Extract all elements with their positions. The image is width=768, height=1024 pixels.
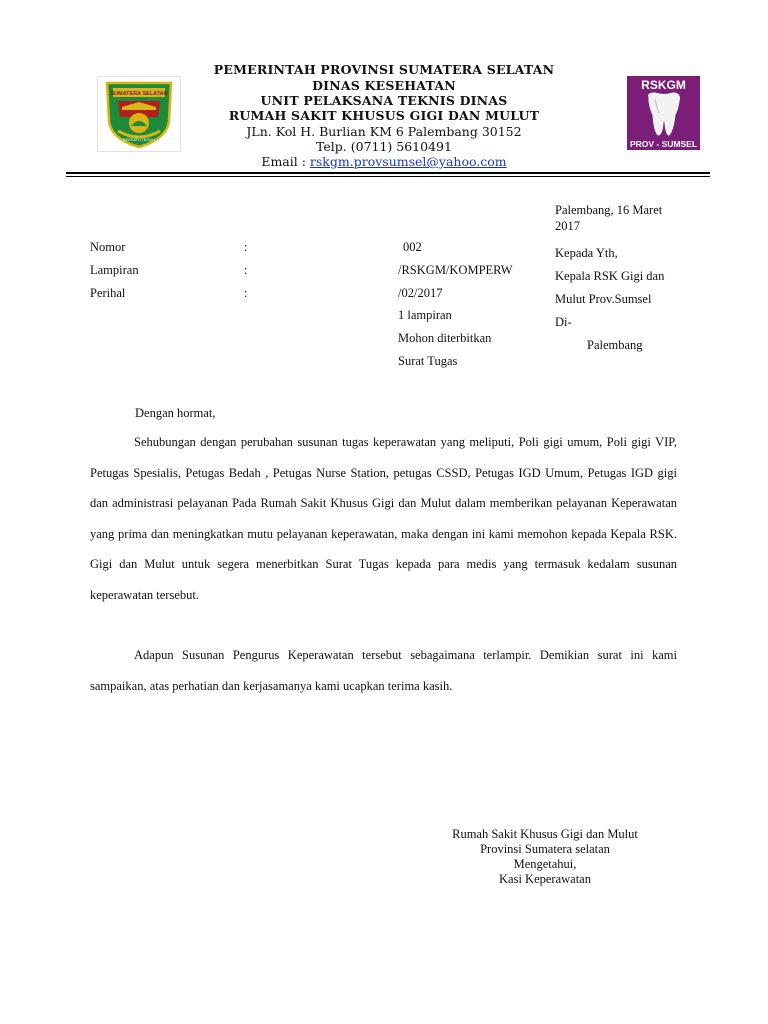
value-nomor: 002 xyxy=(403,240,422,254)
colon-perihal: : xyxy=(244,286,248,300)
body-paragraph-2: Adapun Susunan Pengurus Keperawatan tersebut sebagaimana terlampir. Demikian surat ini kami sampaikan, atas perhatian dan kerjasamanya kami ucapkan terima kasih. xyxy=(90,648,677,693)
date-line-1: Palembang, 16 Maret xyxy=(555,203,663,217)
email-link[interactable]: rskgm.provsumsel@yahoo.com xyxy=(309,154,507,169)
recipient-line-2: Kepala RSK Gigi dan xyxy=(555,269,665,283)
greeting: Dengan hormat, xyxy=(135,406,216,420)
value-lampiran: 1 lampiran xyxy=(398,308,452,322)
tooth-icon xyxy=(643,91,685,137)
signature-line-4: Kasi Keperawatan xyxy=(499,872,591,886)
kop-line-4: RUMAH SAKIT KHUSUS GIGI DAN MULUT xyxy=(228,108,540,123)
header-rule-thin xyxy=(66,176,710,177)
province-logo xyxy=(97,76,181,152)
colon-nomor: : xyxy=(244,240,248,254)
value-perihal-1: Mohon diterbitkan xyxy=(398,331,492,345)
header-rule-thick xyxy=(66,172,710,174)
recipient-line-1: Kepada Yth, xyxy=(555,246,618,260)
recipient-line-3: Mulut Prov.Sumsel xyxy=(555,292,652,306)
label-nomor: Nomor xyxy=(90,240,126,254)
signature-line-3: Mengetahui, xyxy=(513,857,577,871)
label-perihal: Perihal xyxy=(90,286,126,300)
recipient-line-5: Palembang xyxy=(587,338,643,352)
kop-line-3: UNIT PELAKSANA TEKNIS DINAS xyxy=(260,93,508,108)
hospital-logo xyxy=(627,76,700,150)
body-paragraph-1: Sehubungan dengan perubahan susunan tugas keperawatan yang meliputi, Poli gigi umum, Poli gigi VIP, Petugas Spesialis, Petugas Bedah , Petugas Nurse Station, petugas CSSD, Petugas IGD Umum, Petugas IGD gigi dan administrasi pelayanan Pada Rumah Sakit Khusus Gigi dan Mulut dalam memberikan pelayanan Keperawatan yang prima dan meningkatkan mutu pelayanan keperawatan, maka dengan ini kami memohon kepada Kepala RSK. Gigi dan Mulut untuk segera menerbitkan Surat Tugas kepada para medis yang termasuk kedalam susunan keperawatan tersebut. xyxy=(90,435,677,602)
value-nomor-date: /02/2017 xyxy=(398,286,443,300)
kop-line-2: DINAS KESEHATAN xyxy=(312,78,456,93)
hospital-logo-subtitle: PROV - SUMSEL xyxy=(629,139,698,149)
value-perihal-2: Surat Tugas xyxy=(398,354,458,368)
emblem-text-top: SUMATERA SELATAN xyxy=(110,91,168,97)
recipient-line-4: Di- xyxy=(555,315,572,329)
signature-block xyxy=(420,827,670,887)
label-lampiran: Lampiran xyxy=(90,263,139,277)
kop-address: JLn. Kol H. Burlian KM 6 Palembang 30152 xyxy=(246,124,522,139)
email-label: Email : xyxy=(261,154,310,169)
hospital-logo-title: RSKGM xyxy=(641,78,686,92)
signature-line-2: Provinsi Sumatera selatan xyxy=(480,842,610,856)
kop-email xyxy=(0,154,768,170)
colon-lampiran: : xyxy=(244,263,248,277)
value-nomor-code: /RSKGM/KOMPERW xyxy=(398,263,513,277)
date-line-2: 2017 xyxy=(555,219,580,233)
letter-date xyxy=(555,202,705,234)
province-emblem-icon xyxy=(98,77,180,151)
kop-line-1: PEMERINTAH PROVINSI SUMATERA SELATAN xyxy=(213,62,555,77)
kop-phone: Telp. (0711) 5610491 xyxy=(316,139,452,154)
emblem-text-bottom: BERSATU TEGUH xyxy=(123,138,155,142)
signature-line-1: Rumah Sakit Khusus Gigi dan Mulut xyxy=(452,827,638,841)
